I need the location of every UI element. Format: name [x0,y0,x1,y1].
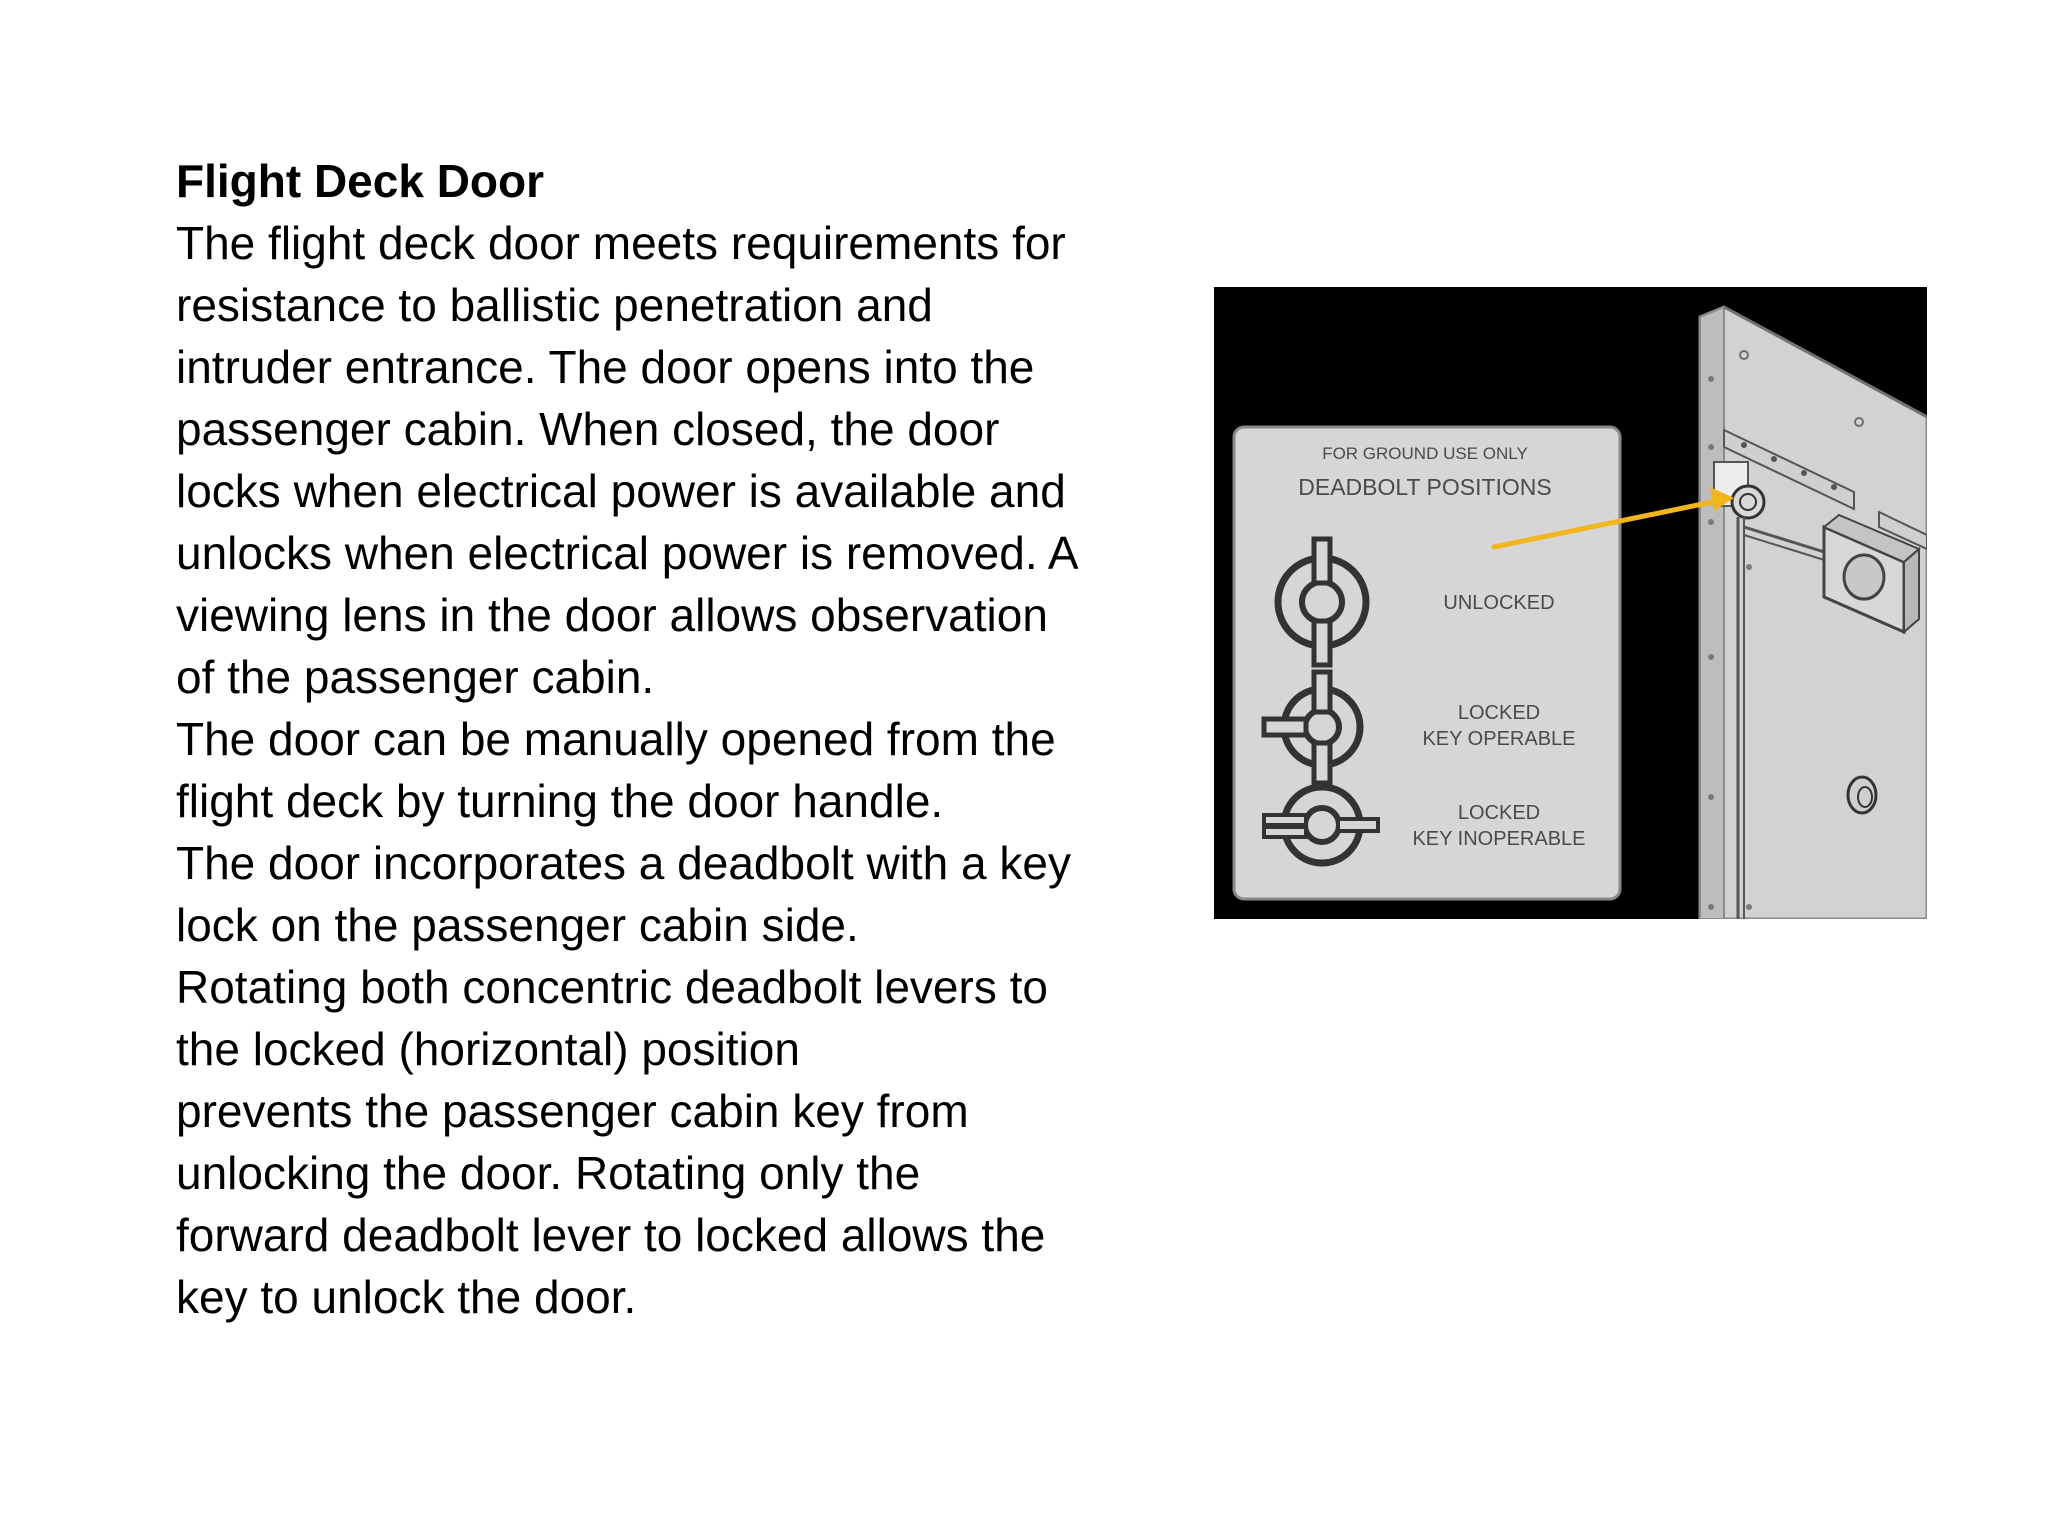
position-label: LOCKED [1457,702,1541,724]
position-label: KEY OPERABLE [1422,728,1576,750]
deadbolt-placard [1234,427,1620,899]
text-line: unlocks when electrical power is removed. A [176,527,1079,579]
text-line: the locked (horizontal) position [176,1023,800,1075]
door-panel [1700,307,1927,919]
placard-header: FOR GROUND USE ONLY [1322,444,1528,463]
text-line: lock on the passenger cabin side. [176,899,859,951]
text-line: viewing lens in the door allows observation [176,589,1048,641]
text-block [176,150,1206,1328]
text-line: passenger cabin. When closed, the door [176,403,1000,455]
text-line: forward deadbolt lever to locked allows the [176,1209,1046,1261]
text-line: prevents the passenger cabin key from [176,1085,969,1137]
position-label: UNLOCKED [1443,592,1555,614]
placard-subheader: DEADBOLT POSITIONS [1298,474,1552,500]
text-line: Rotating both concentric deadbolt levers to [176,961,1048,1013]
page-title: Flight Deck Door [176,155,545,207]
text-line: flight deck by turning the door handle. [176,775,944,827]
text-line: The door incorporates a deadbolt with a key [176,837,1071,889]
text-line: key to unlock the door. [176,1271,637,1323]
deadbolt-figure [1214,287,1927,919]
text-line: resistance to ballistic penetration and [176,279,933,331]
text-line: locks when electrical power is available and [176,465,1066,517]
text-line: The door can be manually opened from the [176,713,1056,765]
text-line: of the passenger cabin. [176,651,655,703]
text-line: unlocking the door. Rotating only the [176,1147,921,1199]
position-label: LOCKED [1457,802,1541,824]
position-label: KEY INOPERABLE [1412,828,1586,850]
text-line: intruder entrance. The door opens into the [176,341,1035,393]
text-line: The flight deck door meets requirements for [176,217,1066,269]
